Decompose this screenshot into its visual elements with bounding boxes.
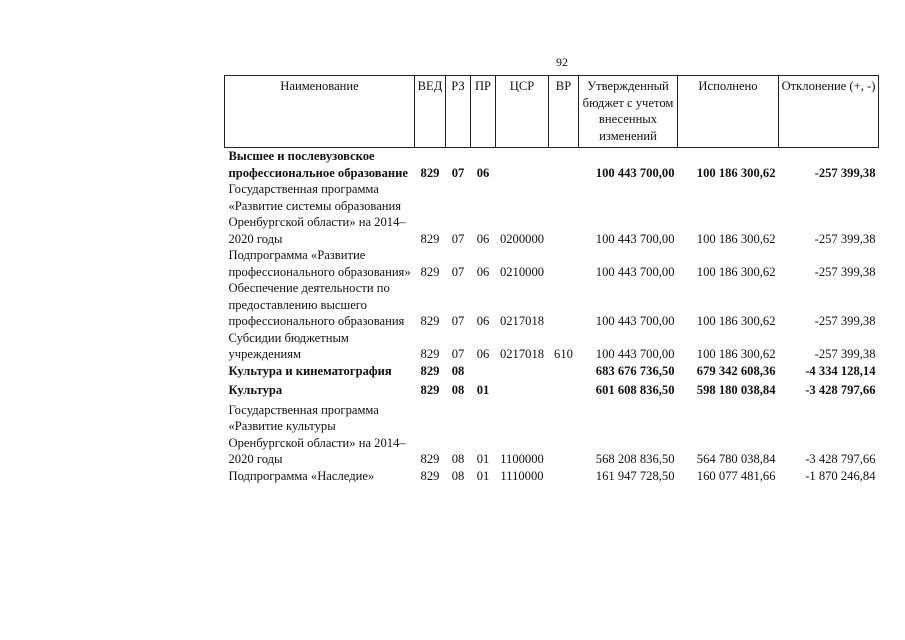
row-approved: 601 608 836,50 xyxy=(595,383,675,397)
row-rz: 08 xyxy=(451,383,465,397)
row-deviation: -257 399,38 xyxy=(814,347,876,361)
row-deviation: -257 399,38 xyxy=(814,264,876,279)
row-approved: 161 947 728,50 xyxy=(595,468,675,483)
header-approved: Утвержденный бюджет с учетом внесенных изменений xyxy=(579,76,678,148)
row-pr: 01 xyxy=(476,383,490,397)
row-executed: 679 342 608,36 xyxy=(696,363,776,378)
row-deviation: -3 428 797,66 xyxy=(805,452,876,466)
row-vr xyxy=(549,247,579,280)
row-pr: 06 xyxy=(476,314,490,328)
table-row xyxy=(225,280,879,330)
row-ved: 829 xyxy=(420,468,440,483)
row-executed: 598 180 038,84 xyxy=(696,383,776,397)
row-pr: 01 xyxy=(476,452,490,466)
row-name: Государственная программа «Развитие системы образования Оренбургской области» на 2014–2020 годы xyxy=(228,182,406,246)
row-ved: 829 xyxy=(420,231,440,246)
row-name: Культура xyxy=(228,383,283,397)
budget-table xyxy=(224,75,879,484)
row-approved: 100 443 700,00 xyxy=(595,347,675,361)
table-row xyxy=(225,363,879,380)
row-approved: 683 676 736,50 xyxy=(595,363,675,378)
row-ved: 829 xyxy=(420,165,440,180)
row-deviation: -257 399,38 xyxy=(814,165,876,180)
row-name: Высшее и послевузовское профессиональное образование xyxy=(228,149,408,180)
row-csr: 1110000 xyxy=(500,468,544,483)
row-vr xyxy=(549,363,579,380)
row-csr xyxy=(496,148,549,182)
table-row xyxy=(225,399,879,468)
row-csr xyxy=(496,379,549,399)
row-csr: 0200000 xyxy=(499,231,545,246)
row-vr xyxy=(549,181,579,247)
row-deviation: -257 399,38 xyxy=(814,314,876,328)
row-executed: 564 780 038,84 xyxy=(696,452,776,466)
row-vr: 610 xyxy=(554,347,573,361)
row-ved: 829 xyxy=(420,347,440,361)
row-ved: 829 xyxy=(420,264,440,279)
row-rz: 08 xyxy=(451,452,465,466)
row-approved: 100 443 700,00 xyxy=(595,231,675,246)
row-csr xyxy=(496,363,549,380)
header-ved: ВЕД xyxy=(415,76,446,148)
table-row xyxy=(225,379,879,399)
row-executed: 160 077 481,66 xyxy=(696,468,776,483)
row-pr: 06 xyxy=(476,264,490,279)
row-name: Подпрограмма «Наследие» xyxy=(228,468,375,483)
row-deviation: -257 399,38 xyxy=(814,231,876,246)
header-pr: ПР xyxy=(471,76,496,148)
header-deviation: Отклонение (+, -) xyxy=(779,76,879,148)
page-number: 92 xyxy=(556,55,568,69)
header-csr: ЦСР xyxy=(496,76,549,148)
row-name: Подпрограмма «Развитие профессионального образования» xyxy=(228,248,411,279)
row-pr: 06 xyxy=(476,165,490,180)
row-rz: 07 xyxy=(451,314,465,328)
row-csr: 0217018 xyxy=(499,314,545,328)
row-csr: 0210000 xyxy=(499,264,545,279)
row-executed: 100 186 300,62 xyxy=(696,165,776,180)
row-deviation: -1 870 246,84 xyxy=(805,468,876,483)
row-name: Культура и кинематография xyxy=(228,363,392,378)
row-approved: 100 443 700,00 xyxy=(595,314,675,328)
header-name: Наименование xyxy=(225,76,415,148)
row-approved: 100 443 700,00 xyxy=(595,264,675,279)
row-approved: 100 443 700,00 xyxy=(595,165,675,180)
row-rz: 07 xyxy=(451,165,465,180)
row-name: Государственная программа «Развитие культуры Оренбургской области» на 2014–2020 годы xyxy=(228,402,406,466)
row-rz: 08 xyxy=(451,363,465,378)
header-rz: РЗ xyxy=(446,76,471,148)
table-row xyxy=(225,468,879,485)
table-row xyxy=(225,148,879,182)
header-executed: Исполнено xyxy=(678,76,779,148)
row-rz: 07 xyxy=(451,347,465,361)
row-ved: 829 xyxy=(420,314,440,328)
row-vr xyxy=(549,379,579,399)
row-vr xyxy=(549,148,579,182)
table-row xyxy=(225,330,879,363)
row-ved: 829 xyxy=(420,363,440,378)
row-executed: 100 186 300,62 xyxy=(696,314,776,328)
row-pr: 01 xyxy=(476,468,490,483)
row-name: Субсидии бюджетным учреждениям xyxy=(228,330,349,361)
table-header-row xyxy=(225,76,879,148)
row-pr xyxy=(471,363,496,380)
row-executed: 100 186 300,62 xyxy=(696,231,776,246)
row-vr xyxy=(549,280,579,330)
row-executed: 100 186 300,62 xyxy=(696,347,776,361)
row-approved: 568 208 836,50 xyxy=(595,452,675,466)
row-ved: 829 xyxy=(420,452,440,466)
row-pr: 06 xyxy=(476,231,490,246)
table-row xyxy=(225,181,879,247)
row-csr: 1100000 xyxy=(500,452,544,466)
row-deviation: -4 334 128,14 xyxy=(805,363,876,378)
row-pr: 06 xyxy=(476,347,490,361)
row-csr: 0217018 xyxy=(499,347,545,361)
row-rz: 07 xyxy=(451,264,465,279)
row-vr xyxy=(549,399,579,468)
table-row xyxy=(225,247,879,280)
row-executed: 100 186 300,62 xyxy=(696,264,776,279)
row-rz: 08 xyxy=(451,468,465,483)
row-vr xyxy=(549,468,579,485)
header-vr: ВР xyxy=(549,76,579,148)
row-deviation: -3 428 797,66 xyxy=(805,383,876,397)
row-name: Обеспечение деятельности по предоставлению высшего профессионального образования xyxy=(228,281,405,328)
row-ved: 829 xyxy=(420,383,440,397)
row-rz: 07 xyxy=(451,231,465,246)
